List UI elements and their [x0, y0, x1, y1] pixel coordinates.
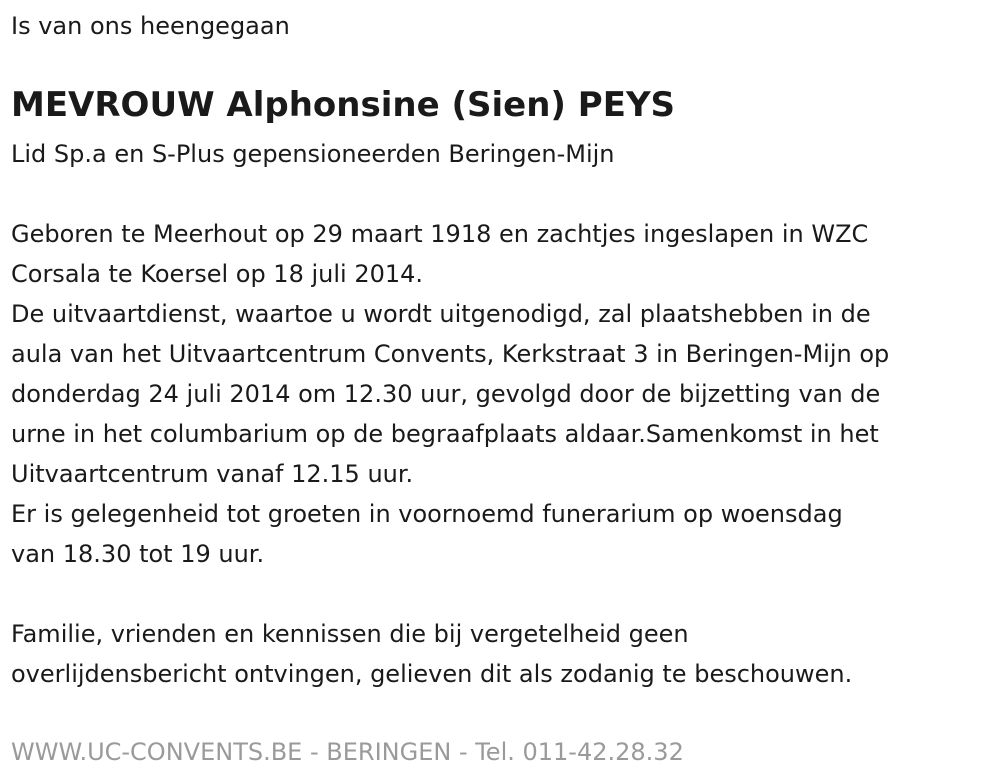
- footer-contact: WWW.UC-CONVENTS.BE - BERINGEN - Tel. 011-42.28.32: [11, 738, 684, 766]
- membership-text: Lid Sp.a en S-Plus gepensioneerden Beringen-Mijn: [11, 140, 615, 168]
- body-line: van 18.30 tot 19 uur.: [11, 540, 265, 568]
- body-line: Uitvaartcentrum vanaf 12.15 uur.: [11, 460, 414, 488]
- body-line: De uitvaartdienst, waartoe u wordt uitgenodigd, zal plaatshebben in de: [11, 300, 871, 328]
- intro-text: Is van ons heengegaan: [11, 12, 290, 40]
- body-line: urne in het columbarium op de begraafplaats aldaar.Samenkomst in het: [11, 420, 879, 448]
- body-line: Geboren te Meerhout op 29 maart 1918 en zachtjes ingeslapen in WZC: [11, 220, 869, 248]
- notice-body: [11, 214, 889, 574]
- closing-text: [11, 614, 852, 694]
- body-line: Er is gelegenheid tot groeten in voornoemd funerarium op woensdag: [11, 500, 843, 528]
- body-line: Corsala te Koersel op 18 juli 2014.: [11, 260, 424, 288]
- deceased-name: MEVROUW Alphonsine (Sien) PEYS: [11, 85, 676, 125]
- body-line: aula van het Uitvaartcentrum Convents, Kerkstraat 3 in Beringen-Mijn op: [11, 340, 890, 368]
- closing-line: overlijdensbericht ontvingen, gelieven dit als zodanig te beschouwen.: [11, 660, 853, 688]
- body-line: donderdag 24 juli 2014 om 12.30 uur, gevolgd door de bijzetting van de: [11, 380, 881, 408]
- closing-line: Familie, vrienden en kennissen die bij vergetelheid geen: [11, 620, 689, 648]
